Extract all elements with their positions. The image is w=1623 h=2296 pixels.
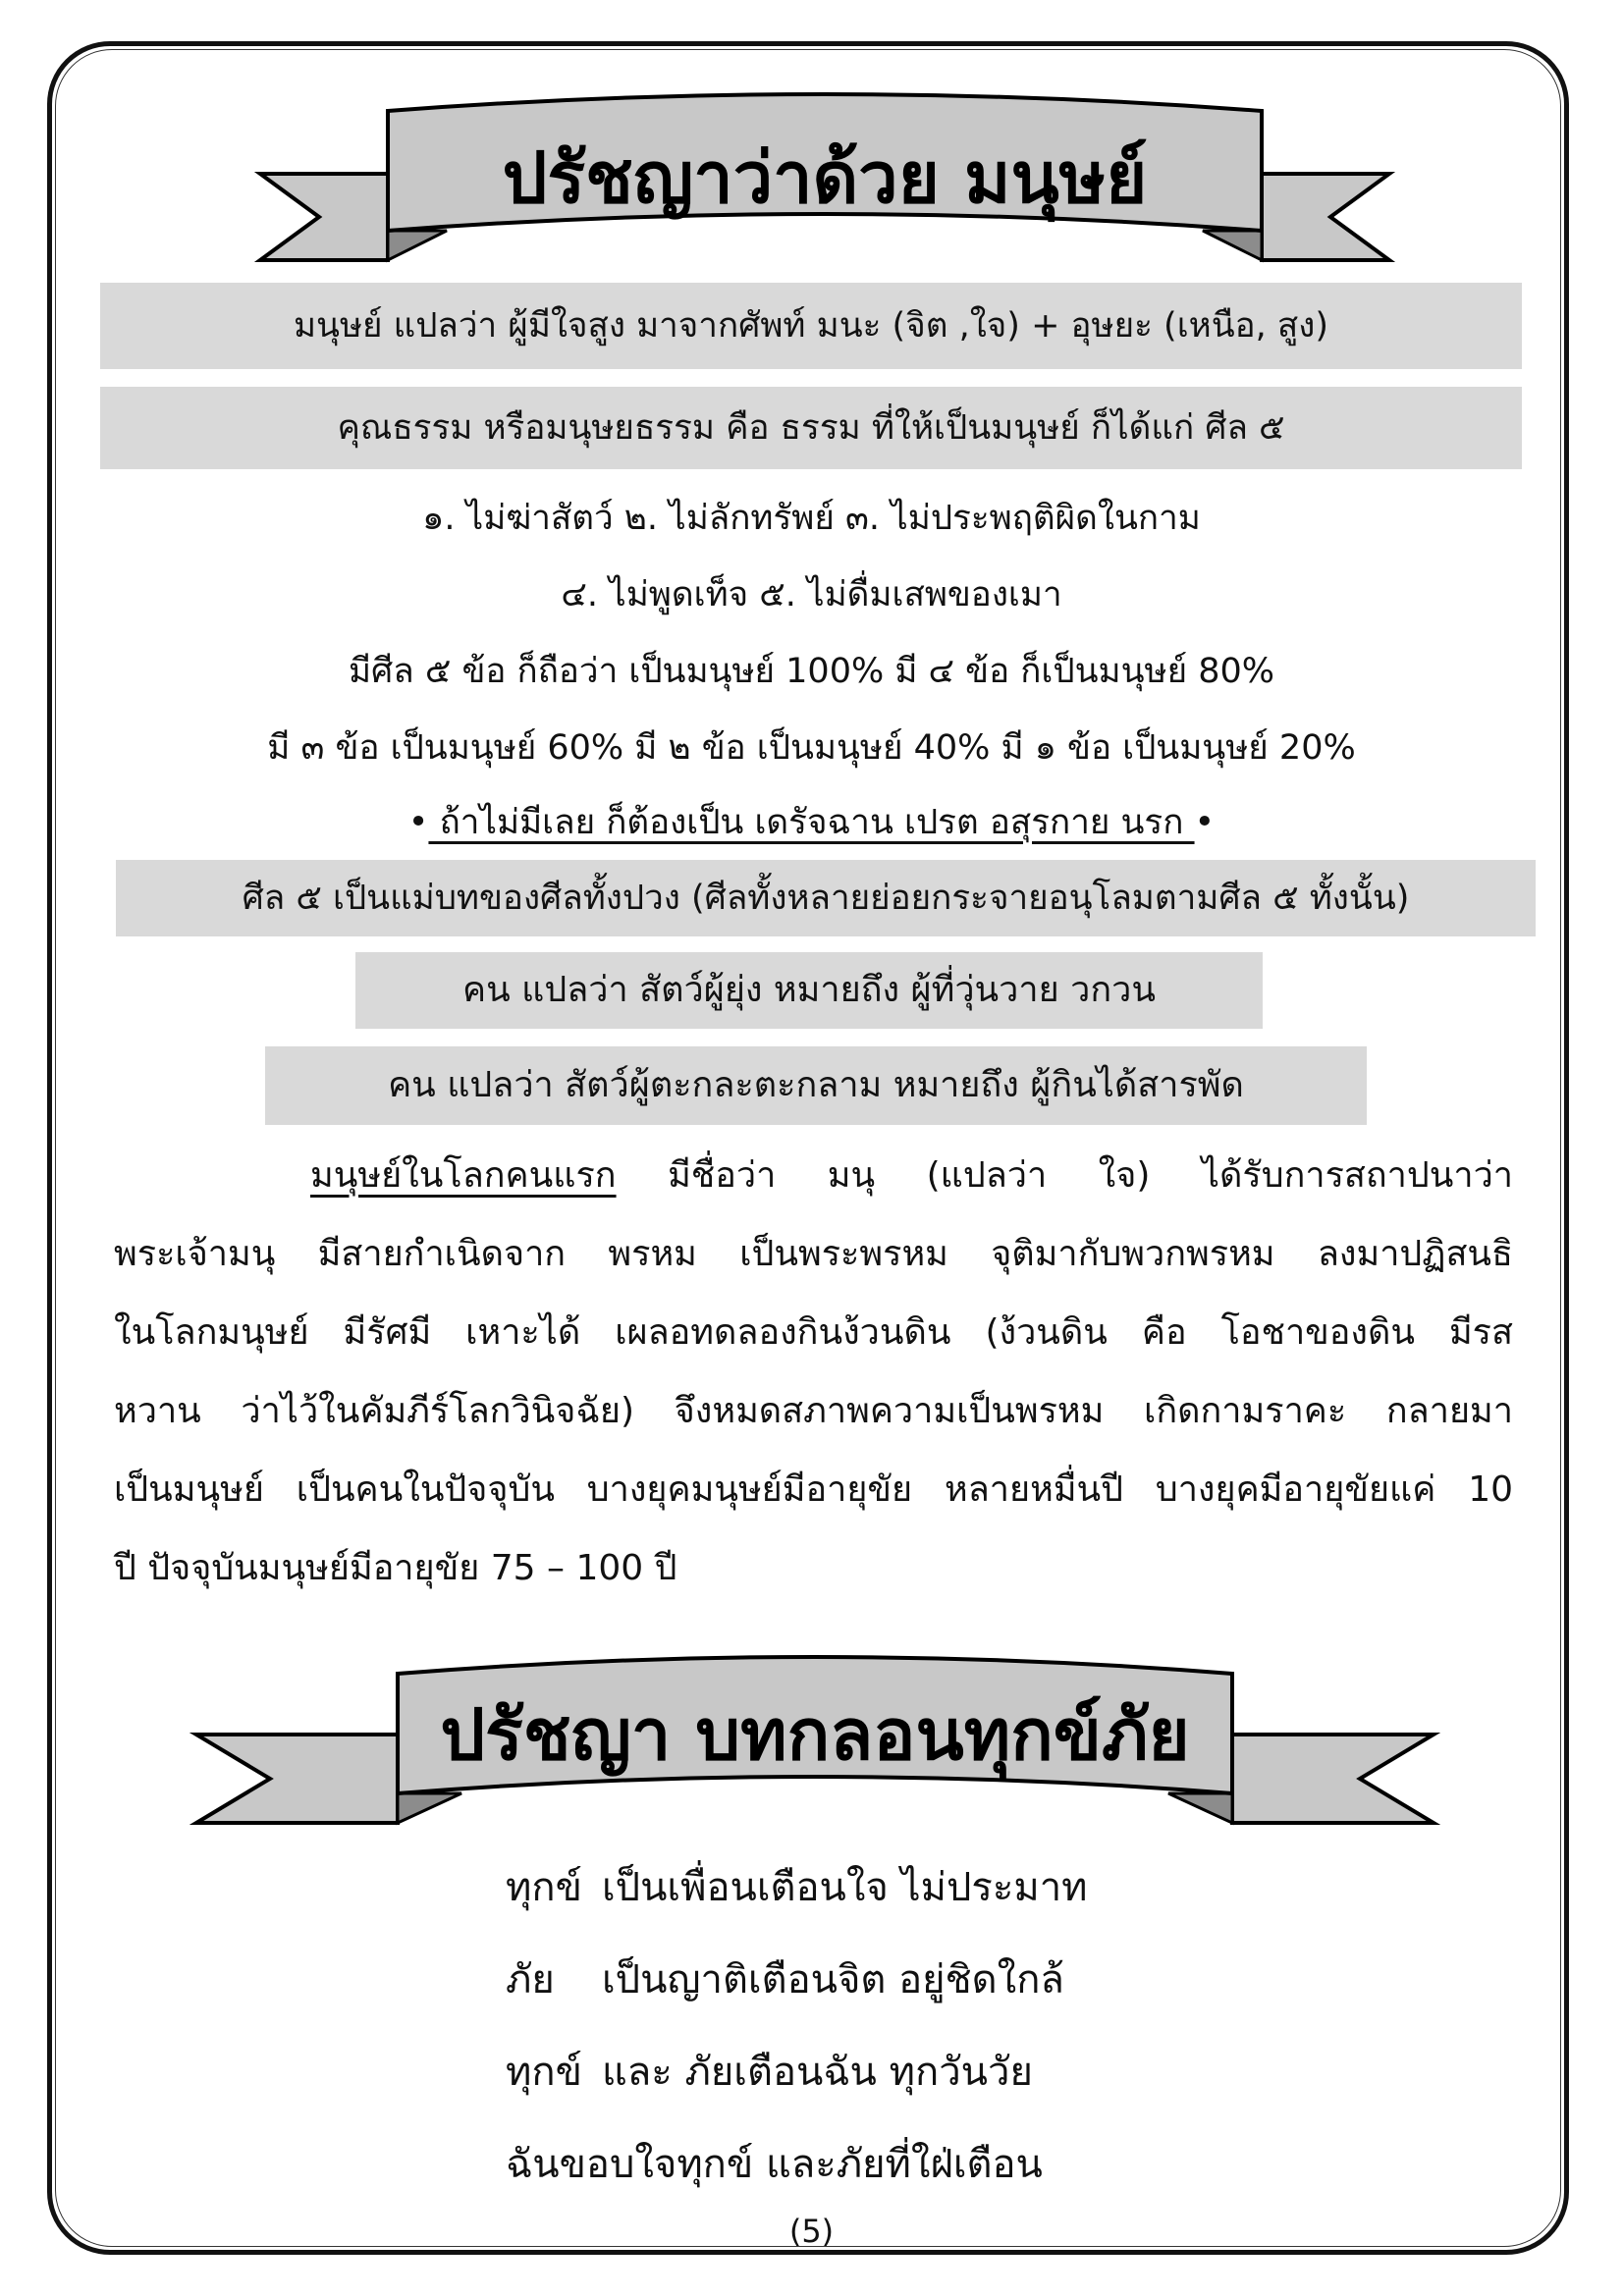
precepts-line-1: ๑. ไม่ฆ่าสัตว์ ๒. ไม่ลักทรัพย์ ๓. ไม่ประพฤติผิดในกาม (422, 499, 1201, 538)
page-number: (5) (788, 2213, 835, 2250)
precepts-line-2: ๔. ไม่พูดเท็จ ๕. ไม่ดื่มเสพของเมา (561, 575, 1062, 614)
poem-line: ภัย เป็นญาติเตือนจิต อยู่ชิดใกล้ (506, 1957, 1064, 2002)
precepts-note-box: ศีล ๕ เป็นแม่บทของศีลทั้งปวง (ศีลทั้งหลายย่อยกระจายอนุโลมตามศีล ๕ ทั้งนั้น) (116, 860, 1536, 936)
warning-text: ถ้าไม่มีเลย ก็ต้องเป็น เดรัจฉาน เปรต อสุรกาย นรก (428, 803, 1195, 842)
percent-line-1: มีศีล ๕ ข้อ ก็ถือว่า เป็นมนุษย์ 100% มี ๔ ข้อ ก็เป็นมนุษย์ 80% (348, 652, 1275, 691)
paragraph-line: ปี ปัจจุบันมนุษย์มีอายุขัย 75 – 100 ปี (114, 1548, 677, 1588)
page-title: ปรัชญาว่าด้วย มนุษย์ (502, 136, 1148, 219)
definition-box-person-2: คน แปลว่า สัตว์ผู้ตะกละตะกลาม หมายถึง ผู้กินได้สารพัด (265, 1046, 1367, 1125)
title-banner-1 (250, 83, 1399, 280)
paragraph-line: ในโลกมนุษย์ มีรัศมี เหาะได้ เผลอทดลองกินง้วนดิน (ง้วนดิน คือ โอชาของดิน มีรส (114, 1312, 1513, 1353)
poem-line: ทุกข์ เป็นเพื่อนเตือนใจ ไม่ประมาท (506, 1865, 1088, 1910)
poem-line: ทุกข์ และ ภัยเตือนฉัน ทุกวันวัย (506, 2050, 1033, 2095)
warning-line (98, 795, 1525, 849)
definition-box-person-1: คน แปลว่า สัตว์ผู้ยุ่ง หมายถึง ผู้ที่วุ่นวาย วกวน (355, 952, 1263, 1029)
poem-line: ฉันขอบใจทุกข์ และภัยที่ใฝ่เตือน (506, 2142, 1043, 2187)
paragraph-line: พระเจ้ามนุ มีสายกำเนิดจาก พรหม เป็นพระพรหม จุติมากับพวกพรหม ลงมาปฏิสนธิ (114, 1234, 1513, 1274)
definition-box-virtue: คุณธรรม หรือมนุษยธรรม คือ ธรรม ที่ให้เป็นมนุษย์ ก็ได้แก่ ศีล ๕ (100, 387, 1522, 469)
bullet-icon: • (407, 803, 429, 842)
definition-box-human: มนุษย์ แปลว่า ผู้มีใจสูง มาจากศัพท์ มนะ (จิต ,ใจ) + อุษยะ (เหนือ, สูง) (100, 283, 1522, 369)
paragraph-line: เป็นมนุษย์ เป็นคนในปัจจุบัน บางยุคมนุษย์มีอายุขัย หลายหมื่นปี บางยุคมีอายุขัยแค่ 10 (114, 1469, 1513, 1510)
paragraph-heading: มนุษย์ในโลกคนแรก (310, 1155, 617, 1196)
bullet-icon: • (1194, 803, 1216, 842)
paragraph-line: มนุษย์ในโลกคนแรก มีชื่อว่า มนุ (แปลว่า ใจ) ได้รับการสถาปนาว่า (310, 1155, 1513, 1196)
title-banner-2 (187, 1644, 1443, 1841)
section-title: ปรัชญา บทกลอนทุกข์ภัย (440, 1693, 1190, 1776)
paragraph-line: หวาน ว่าไว้ในคัมภีร์โลกวินิจฉัย) จึงหมดสภาพความเป็นพรหม เกิดกามราคะ กลายมา (114, 1391, 1513, 1431)
percent-line-2: มี ๓ ข้อ เป็นมนุษย์ 60% มี ๒ ข้อ เป็นมนุษย์ 40% มี ๑ ข้อ เป็นมนุษย์ 20% (267, 728, 1356, 768)
